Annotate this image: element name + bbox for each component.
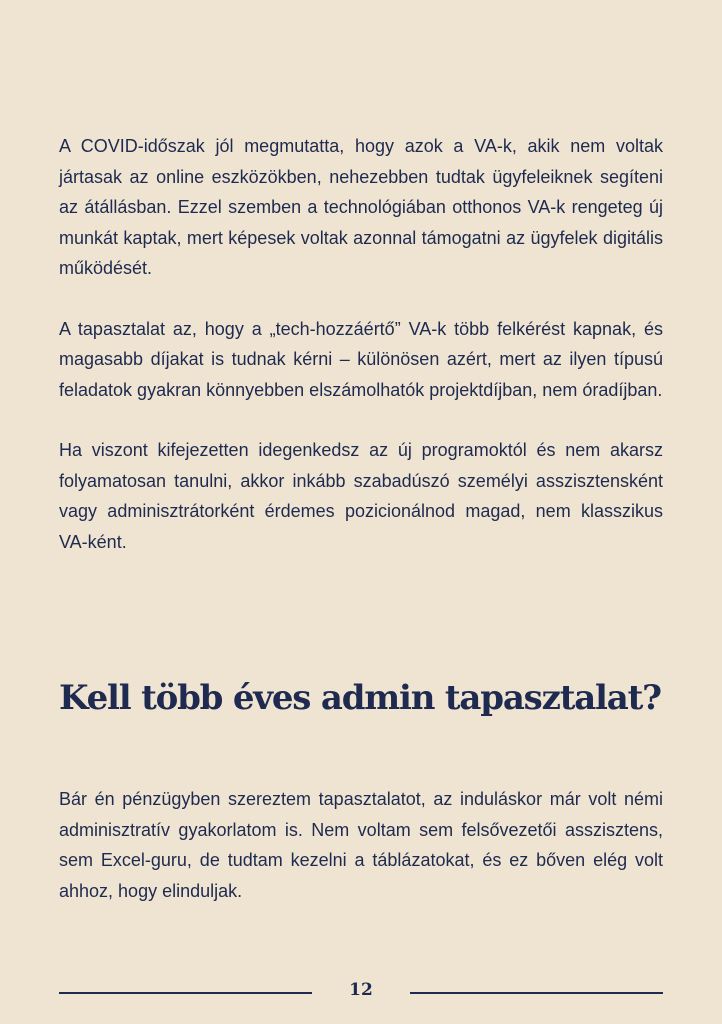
paragraph-tech-savvy: A tapasztalat az, hogy a „tech-hozzáértő” VA-k több felkérést kapnak, és magasabb díjakat is tudnak kérni – különösen azért, mert az ilyen típusú feladatok gyakran könnyebben elszámolhatók projektdíjban, nem óradíjban. [59, 318, 663, 400]
page-footer [59, 978, 663, 1008]
paragraph-covid: A COVID-időszak jól megmutatta, hogy azok a VA-k, akik nem voltak jártasak az online eszközökben, nehezebben tudtak ügyfeleiknek segíteni az átállásban. Ezzel szemben a technológiában otthonos VA-k rengeteg új munkát kaptak, mert képesek voltak azonnal támogatni az ügyfelek digitális működését. [59, 136, 663, 278]
paragraph-admin-experience: Bár én pénzügyben szereztem tapasztalatot, az induláskor már volt némi adminisztratív gyakorlatom is. Nem voltam sem felsővezetői asszisztens, sem Excel-guru, de tudtam kezelni a táblázatokat, és ez bőven elég volt ahhoz, hogy elinduljak. [59, 789, 663, 901]
paragraph-alternative-roles: Ha viszont kifejezetten idegenkedsz az új programoktól és nem akarsz folyamatosan tanulni, akkor inkább szabadúszó személyi asszisztensként vagy adminisztrátorként érdemes pozicionálnod magad, nem klasszikus VA-ként. [59, 440, 663, 552]
section-heading: Kell több éves admin tapasztalat? [59, 678, 661, 718]
section-body [59, 784, 663, 906]
page-number: 12 [349, 980, 373, 1000]
footer-rule-right [410, 992, 663, 994]
body-text [59, 131, 663, 557]
